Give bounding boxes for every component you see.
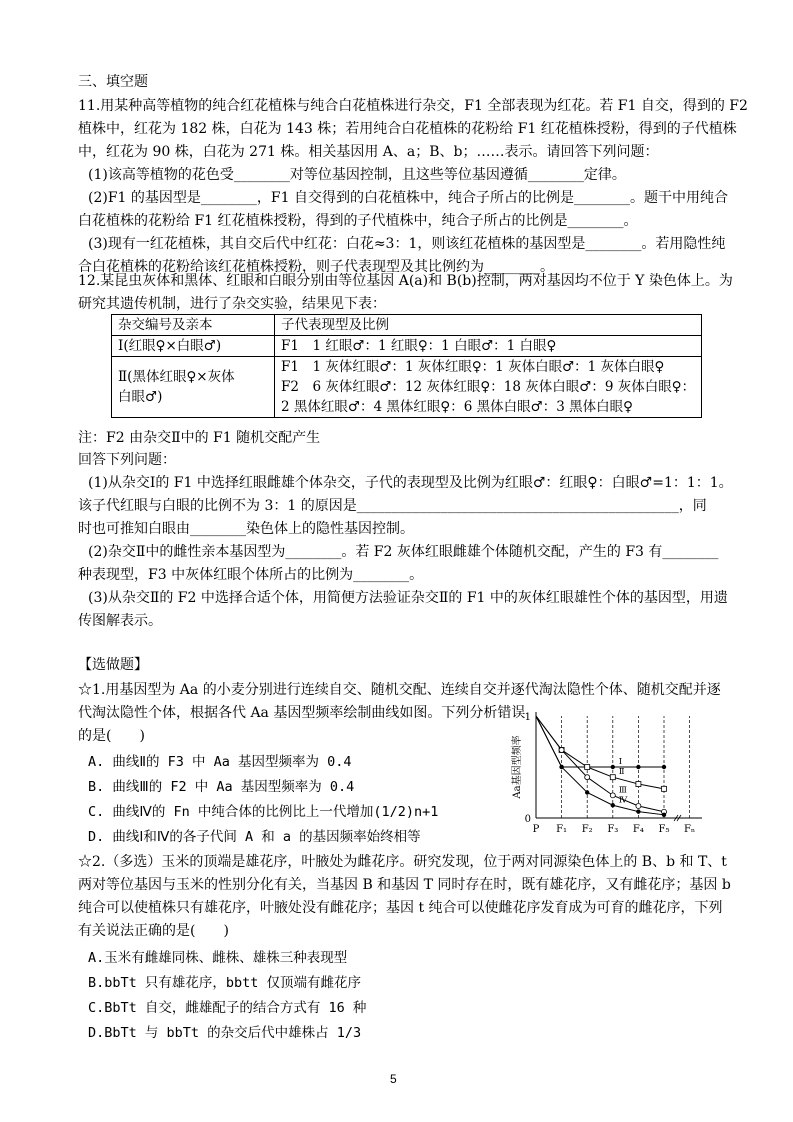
y-axis-label: Aa基因型频率 (512, 735, 523, 799)
q12-part1-line: 该子代红眼与白眼的比例不为 3：1 的原因是______________________________________________，同 (78, 498, 707, 514)
section-title: 三、填空题 (78, 74, 148, 90)
series-label: Ⅱ (618, 767, 625, 778)
q12-note: 注：F2 由杂交Ⅱ中的 F1 随机交配产生 (78, 430, 321, 446)
table-cell-result: F1 1 红眼♂：1 红眼♀：1 白眼♂：1 白眼♀ (275, 336, 702, 357)
table-header-row (112, 315, 702, 336)
x-tick-label: P (532, 824, 540, 835)
x-tick-label: F₂ (581, 824, 593, 835)
data-point (662, 765, 666, 769)
cross-experiment-table (111, 314, 702, 418)
q11-part3-line: 合白花植株的花粉给该红花植株授粉，则子代表现型及其比例约为________。 (78, 259, 554, 275)
q12-part3-line: 传图解表示。 (78, 613, 162, 629)
aa-frequency-line-chart (508, 706, 708, 841)
data-point (585, 775, 590, 780)
x-tick-label: F₁ (556, 824, 568, 835)
table-result-line: F1 1 灰体红眼♂：1 灰体红眼♀：1 灰体白眼♂：1 灰体白眼♀ (281, 359, 665, 375)
data-point (610, 793, 615, 798)
data-point (585, 790, 589, 794)
y-tick-label: 1 (524, 712, 531, 723)
q11-stem-line: 植株中，红花为 182 株，白花为 143 株；若用纯合白花植株的花粉给 F1 红花植株授粉，得到的子代植株 (78, 121, 737, 137)
series-line (536, 716, 664, 815)
q11-part2-line: 白花植株的花粉给 F1 红花植株授粉，得到的子代植株中，纯合子所占的比例是________。 (78, 213, 638, 229)
q11-part2-line: (2)F1 的基因型是________，F1 自交得到的白花植株中，纯合子所占的比例是________。题干中用纯合 (88, 190, 728, 206)
q11-part1: (1)该高等植物的花色受________对等位基因控制，且这些等位基因遵循________定律。 (88, 167, 626, 183)
q12-stem-line: 12.某昆虫灰体和黑体、红眼和白眼分别由等位基因 A(a)和 B(b)控制，两对基因均不位于 Y 染色体上。为 (78, 273, 733, 289)
page-number: 5 (390, 1072, 397, 1086)
q12-part1-line: 时也可推知白眼由________染色体上的隐性基因控制。 (78, 521, 414, 537)
x-tick-label: Fₙ (683, 824, 696, 835)
elective-q1-stem-line: ☆1.用基因型为 Aa 的小麦分别进行连续自交、随机交配、连续自交并逐代淘汰隐性个体、随机交配并逐 (78, 682, 721, 698)
data-point (662, 786, 667, 791)
table-row (112, 336, 702, 357)
elective-q1-option: D. 曲线Ⅰ和Ⅳ的各子代间 A 和 a 的基因频率始终相等 (88, 829, 421, 845)
x-tick-label: F₄ (632, 824, 644, 835)
elective-q2-stem-line: ☆2.（多选）玉米的顶端是雄花序，叶腋处为雌花序。研究发现，位于两对同源染色体上的 B、b 和 T、t (78, 854, 727, 870)
table-header-cell: 杂交编号及亲本 (112, 315, 275, 336)
elective-q1-option: B. 曲线Ⅲ的 F2 中 Aa 基因型频率为 0.4 (88, 779, 355, 795)
q12-part2-line: (2)杂交Ⅱ中的雌性亲本基因型为________。若 F2 灰体红眼雌雄个体随机交配，产生的 F3 有________ (88, 544, 719, 560)
elective-q2-option: D.BbTt 与 bbTt 的杂交后代中雄株占 1/3 (88, 1025, 362, 1041)
elective-q2-stem-line: 纯合可以使植株只有雄花序，叶腋处没有雌花序；基因 t 纯合可以使雌花序发育成为可育的雌花序，下列 (78, 900, 723, 916)
q11-stem-line: 中，红花为 90 株，白花为 271 株。相关基因用 A、a；B、b；……表示。请回答下列问题： (78, 144, 659, 160)
q11-stem-line: 11.用某种高等植物的纯合红花植株与纯合白花植株进行杂交，F1 全部表现为红花。若 F1 自交，得到的 F2 (78, 98, 748, 114)
data-point (611, 803, 615, 807)
data-point (636, 809, 640, 813)
table-cell-parent-line: 白眼♂) (118, 389, 163, 405)
q12-part1-line: (1)从杂交Ⅰ的 F1 中选择红眼雌雄个体杂交，子代的表现型及比例为红眼♂：红眼♀：白眼♂=1：1：1。 (88, 475, 733, 491)
x-tick-label: F₅ (658, 824, 670, 835)
y-tick-label: 0 (524, 814, 531, 825)
data-point (662, 813, 666, 817)
table-cell-result (275, 357, 702, 418)
elective-q2-option: C.BbTt 自交，雌雄配子的结合方式有 16 种 (88, 1000, 367, 1016)
table-result-line: 2 黑体红眼♂：4 黑体红眼♀：6 黑体白眼♂：3 黑体白眼♀ (281, 399, 633, 415)
elective-title: 【选做题】 (78, 657, 148, 673)
q11-part3-line: (3)现有一红花植株，其自交后代中红花：白花≈3：1，则该红花植株的基因型是________。若用隐性纯 (88, 236, 726, 252)
elective-q2-option: A.玉米有雌雄同株、雌株、雄株三种表现型 (88, 950, 348, 966)
series-line (536, 716, 664, 812)
elective-q2-option: B.bbTt 只有雄花序，bbtt 仅顶端有雌花序 (88, 975, 362, 991)
data-point (610, 775, 615, 780)
data-point (559, 765, 563, 769)
x-tick-label: F₃ (607, 824, 619, 835)
q12-prompt: 回答下列问题： (78, 452, 176, 468)
data-point (636, 803, 641, 808)
table-cell-parent: Ⅰ(红眼♀×白眼♂) (112, 336, 275, 357)
series-line (536, 716, 664, 789)
q12-part2-line: 种表现型，F3 中灰体红眼个体所占的比例为________。 (78, 567, 424, 583)
elective-q1-option: A. 曲线Ⅱ的 F3 中 Aa 基因型频率为 0.4 (88, 754, 352, 770)
elective-q1-stem-line: 代淘汰隐性个体，根据各代 Aa 基因型频率绘制曲线如图。下列分析错误 (78, 705, 526, 721)
series-label: Ⅳ (618, 795, 628, 806)
q12-stem-line: 研究其遗传机制，进行了杂交实验，结果见下表： (78, 296, 386, 312)
data-point (611, 765, 615, 769)
data-point (559, 747, 564, 752)
q12-part3-line: (3)从杂交Ⅱ的 F2 中选择合适个体，用简便方法验证杂交Ⅱ的 F1 中的灰体红眼雄性个体的基因型，用遗 (88, 590, 728, 606)
series-label: Ⅲ (618, 785, 628, 796)
elective-q1-option: C. 曲线Ⅳ的 Fn 中纯合体的比例比上一代增加(1/2)n+1 (88, 804, 439, 820)
elective-q2-stem-line: 有关说法正确的是( ) (78, 923, 229, 939)
table-cell-parent (112, 357, 275, 418)
table-row (112, 357, 702, 418)
elective-q1-stem-line: 的是( ) (78, 728, 145, 744)
table-result-line: F2 6 灰体红眼♂：12 灰体红眼♀：18 灰体白眼♂：9 灰体白眼♀： (281, 379, 696, 395)
data-point (636, 782, 641, 787)
table-header-cell: 子代表现型及比例 (275, 315, 702, 336)
series-label: Ⅰ (618, 757, 623, 767)
data-point (636, 765, 640, 769)
elective-q2-stem-line: 两对等位基因与玉米的性别分化有关，当基因 B 和基因 T 同时存在时，既有雄花序，又有雌花序；基因 b (78, 877, 731, 893)
table-cell-parent-line: Ⅱ(黑体红眼♀×灰体 (118, 369, 235, 385)
data-point (585, 765, 590, 770)
